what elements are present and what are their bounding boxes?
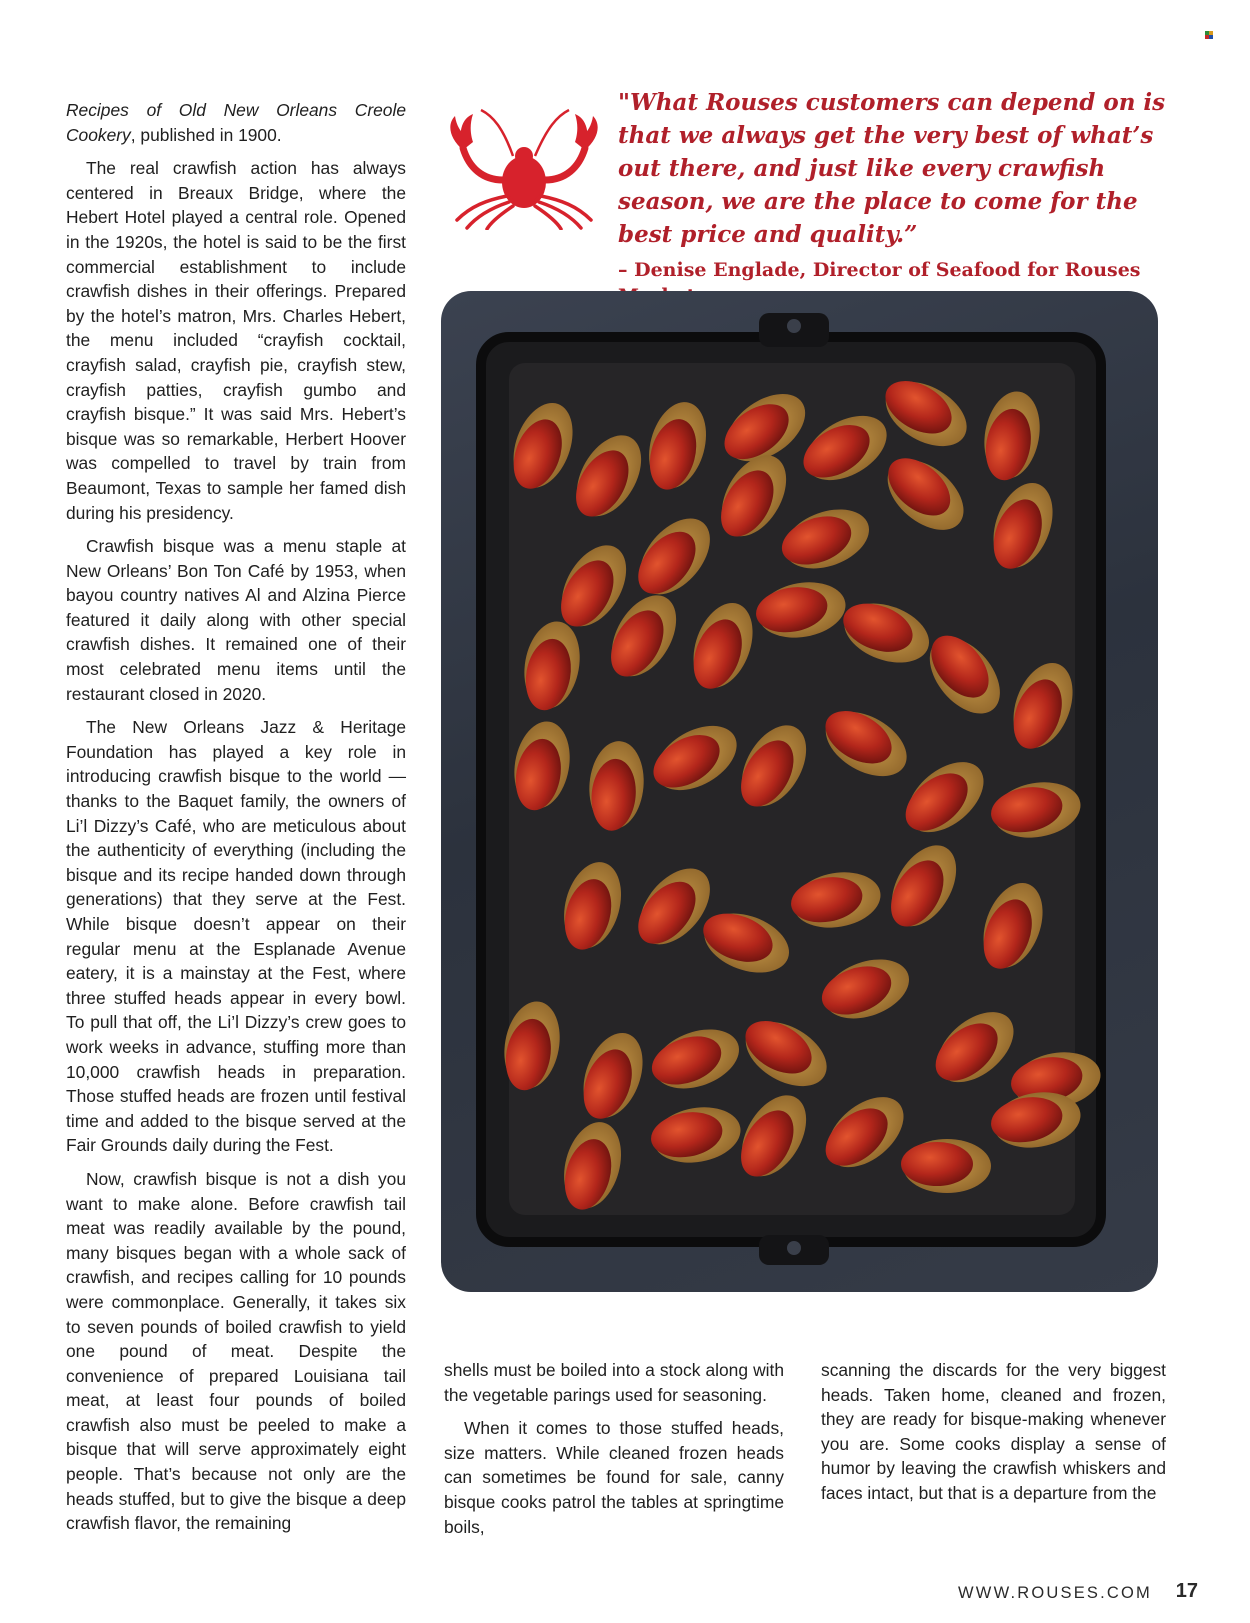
paragraph: The New Orleans Jazz & Heritage Foundation has played a key role in introducing crawfish bisque to the world — thanks to the Baquet family, the owners of Li’l Dizzy’s Café, who are meticulous about the authenticity of everything (including the bisque and its recipe handed down through generations) that they serve at the Fest. While bisque doesn’t appear on their regular menu at the Esplanade Avenue eatery, it is a mainstay at the Fest, where three stuffed heads appear in every bowl. To pull that off, the Li’l Dizzy’s crew goes to work weeks in advance, stuffing more than 10,000 crawfish heads in preparation. Those stuffed heads are frozen until festival time and added to the bisque served at the Fair Grounds daily during the Fest. (66, 717, 406, 1156)
crawfish-icon (443, 108, 607, 230)
page-footer (960, 1580, 1210, 1610)
right-text-column (821, 1358, 1166, 1515)
baking-tray-illustration (441, 291, 1158, 1292)
paragraph: shells must be boiled into a stock along with the vegetable parings used for seasoning. (444, 1360, 784, 1405)
color-registration-mark (1205, 31, 1213, 39)
paragraph: Crawfish bisque was a menu staple at New Orleans’ Bon Ton Café by 1953, when bayou country natives Al and Alzina Pierce featured it daily along with other special crawfish dishes. It remained one of their most celebrated menu items until the restaurant closed in 2020. (66, 536, 406, 704)
middle-text-column (444, 1358, 784, 1548)
book-title: Recipes of Old New Orleans Creole Cookery (66, 100, 406, 145)
paragraph: Recipes of Old New Orleans Creole Cookery, published in 1900. (66, 100, 406, 145)
paragraph: scanning the discards for the very biggest heads. Taken home, cleaned and frozen, they are ready for bisque-making whenever you are. Some cooks display a sense of humor by leaving the crawfish whiskers and faces intact, but that is a departure from the (821, 1360, 1166, 1503)
quote-text: "What Rouses customers can depend on is that we always get the very best of what’s out there, and just like every crawfish season, we are the place to come for the best price and quality.” (618, 89, 1166, 248)
paragraph: Now, crawfish bisque is not a dish you want to make alone. Before crawfish tail meat was readily available by the pound, many bisques began with a whole sack of crawfish, and recipes calling for 10 pounds were commonplace. Generally, it takes six to seven pounds of boiled crawfish to yield one pound of meat. Despite the convenience of prepared Louisiana tail meat, at least four pounds of boiled crawfish also must be peeled to make a bisque that will serve approximately eight people. That’s because not only are the heads stuffed, but to give the bisque a deep crawfish flavor, the remaining (66, 1168, 406, 1534)
website-url: WWW.ROUSES.COM (958, 1584, 1152, 1602)
pull-quote (618, 86, 1198, 309)
stuffed-crawfish-heads-photo (441, 291, 1158, 1292)
paragraph: The real crawfish action has always centered in Breaux Bridge, where the Hebert Hotel played a central role. Opened in the 1920s, the hotel is said to be the first commercial establishment to include crawfish dishes in their offerings. Prepared by the hotel’s matron, Mrs. Charles Hebert, the menu included “crayfish cocktail, crayfish salad, crayfish pie, crayfish stew, crayfish patties, crayfish gumbo and crayfish bisque.” It was said Mrs. Hebert’s bisque was so remarkable, Herbert Hoover was compelled to travel by train from Beaumont, Texas to sample her famed dish during his presidency. (66, 158, 406, 523)
left-text-column (66, 98, 406, 1545)
quote-attribution: – Denise Englade, Director of Seafood for Rouses (618, 259, 1141, 281)
paragraph: When it comes to those stuffed heads, size matters. While cleaned frozen heads can sometimes be found for sale, canny bisque cooks patrol the tables at springtime boils, (444, 1418, 784, 1537)
page-number: 17 (1175, 1580, 1198, 1602)
